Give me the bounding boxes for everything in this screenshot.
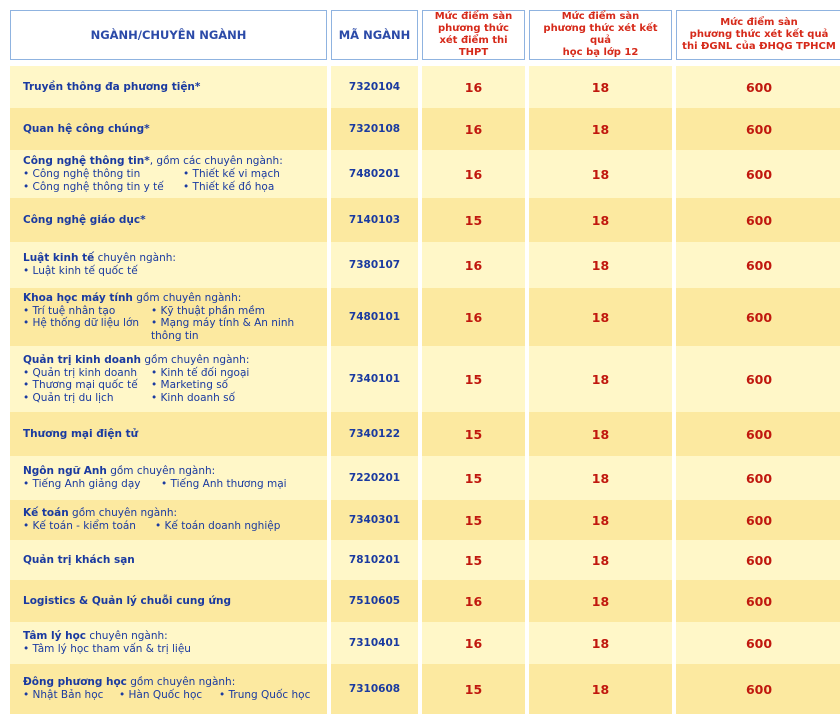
specialization-item: • Hàn Quốc học xyxy=(119,689,203,702)
hocba-score: 18 xyxy=(529,456,672,500)
major-title xyxy=(23,214,146,227)
major-code: 7140103 xyxy=(331,198,418,242)
major-name: Quan hệ công chúng* xyxy=(23,122,150,135)
major-code: 7480201 xyxy=(331,150,418,198)
major-title xyxy=(23,252,176,265)
specialization-item: • Quản trị du lịch xyxy=(23,391,114,404)
dgnl-score: 600 xyxy=(676,288,840,346)
table-row xyxy=(10,66,839,108)
thpt-score: 16 xyxy=(422,66,525,108)
hocba-score: 18 xyxy=(529,346,672,412)
header-hocba: Mức điểm sàn phương thức xét kết quả học bạ lớp 12 xyxy=(529,10,672,60)
major-cell xyxy=(10,456,327,500)
major-code: 7810201 xyxy=(331,540,418,580)
major-code: 7480101 xyxy=(331,288,418,346)
major-name: Luật kinh tế xyxy=(23,252,95,265)
table-row xyxy=(10,456,839,500)
specialization-list xyxy=(23,367,301,405)
specialization-item: • Tiếng Anh thương mại xyxy=(161,478,287,491)
thpt-score: 15 xyxy=(422,540,525,580)
thpt-score: 16 xyxy=(422,108,525,150)
hocba-score: 18 xyxy=(529,412,672,456)
table-body xyxy=(10,66,839,714)
hocba-score: 18 xyxy=(529,108,672,150)
major-code: 7220201 xyxy=(331,456,418,500)
dgnl-score: 600 xyxy=(676,198,840,242)
major-code: 7320108 xyxy=(331,108,418,150)
major-code: 7340301 xyxy=(331,500,418,540)
specialization-item: • Kế toán - kiểm toán xyxy=(23,520,136,533)
major-code: 7340101 xyxy=(331,346,418,412)
major-title-suffix: chuyên ngành: xyxy=(86,630,168,643)
major-title xyxy=(23,81,200,94)
dgnl-score: 600 xyxy=(676,66,840,108)
thpt-score: 15 xyxy=(422,346,525,412)
dgnl-score: 600 xyxy=(676,412,840,456)
major-title-suffix: chuyên ngành: xyxy=(94,252,176,265)
thpt-score: 15 xyxy=(422,412,525,456)
major-cell xyxy=(10,150,327,198)
specialization-list xyxy=(23,478,311,491)
hocba-score: 18 xyxy=(529,540,672,580)
header-dgnl: Mức điểm sàn phương thức xét kết quả thi ĐGNL của ĐHQG TPHCM xyxy=(676,10,840,60)
major-title-suffix: , gồm các chuyên ngành: xyxy=(149,155,283,167)
major-title xyxy=(23,428,138,441)
major-name: Quản trị khách sạn xyxy=(23,553,135,566)
hocba-score: 18 xyxy=(529,664,672,714)
thpt-score: 15 xyxy=(422,456,525,500)
dgnl-score: 600 xyxy=(676,242,840,288)
table-row xyxy=(10,500,839,540)
hocba-score: 18 xyxy=(529,622,672,664)
specialization-item: • Trung Quốc học xyxy=(219,689,311,702)
major-title-suffix: gồm chuyên ngành: xyxy=(68,507,178,520)
thpt-score: 16 xyxy=(422,622,525,664)
major-cell xyxy=(10,664,327,714)
hocba-score: 18 xyxy=(529,580,672,622)
dgnl-score: 600 xyxy=(676,108,840,150)
specialization-list xyxy=(23,643,273,656)
specialization-item: • Kế toán doanh nghiệp xyxy=(155,520,281,533)
major-title-suffix: gồm chuyên ngành: xyxy=(106,465,216,478)
dgnl-score: 600 xyxy=(676,540,840,580)
header-code: MÃ NGÀNH xyxy=(331,10,418,60)
dgnl-score: 600 xyxy=(676,456,840,500)
major-title-suffix: gồm chuyên ngành: xyxy=(132,291,242,304)
major-code: 7380107 xyxy=(331,242,418,288)
thpt-score: 16 xyxy=(422,288,525,346)
thpt-score: 16 xyxy=(422,242,525,288)
thpt-score: 15 xyxy=(422,198,525,242)
table-row xyxy=(10,412,839,456)
specialization-item: • Marketing số xyxy=(151,379,229,392)
table-header xyxy=(10,10,840,60)
table-row xyxy=(10,242,839,288)
header-thpt: Mức điểm sàn phương thức xét điểm thi THPT xyxy=(422,10,525,60)
major-title-suffix: gồm chuyên ngành: xyxy=(141,353,250,366)
major-name: Công nghệ giáo dục* xyxy=(23,213,146,226)
major-code: 7340122 xyxy=(331,412,418,456)
specialization-item: • Luật kinh tế quốc tế xyxy=(23,265,138,278)
thpt-score: 15 xyxy=(422,664,525,714)
major-title xyxy=(23,507,177,520)
major-cell xyxy=(10,198,327,242)
thpt-score: 15 xyxy=(422,500,525,540)
thpt-score: 16 xyxy=(422,150,525,198)
specialization-item: • Trí tuệ nhân tạo xyxy=(23,304,116,317)
major-cell xyxy=(10,412,327,456)
major-title-suffix: gồm chuyên ngành: xyxy=(126,676,236,689)
table-row xyxy=(10,664,839,714)
specialization-item: • Công nghệ thông tin y tế xyxy=(23,180,164,193)
major-cell xyxy=(10,622,327,664)
dgnl-score: 600 xyxy=(676,346,840,412)
table-row xyxy=(10,150,839,198)
hocba-score: 18 xyxy=(529,500,672,540)
major-cell xyxy=(10,288,327,346)
table-row xyxy=(10,346,839,412)
specialization-item: • Tâm lý học tham vấn & trị liệu xyxy=(23,643,191,656)
table-row xyxy=(10,580,839,622)
dgnl-score: 600 xyxy=(676,622,840,664)
major-title xyxy=(23,465,215,478)
major-name: Logistics & Quản lý chuỗi cung ứng xyxy=(23,594,232,607)
specialization-list xyxy=(23,520,305,533)
major-cell xyxy=(10,346,327,412)
major-title xyxy=(23,630,168,643)
major-title xyxy=(23,155,283,168)
table-row xyxy=(10,108,839,150)
major-title xyxy=(23,354,249,367)
dgnl-score: 600 xyxy=(676,150,840,198)
major-cell xyxy=(10,66,327,108)
specialization-list xyxy=(23,168,333,193)
major-title xyxy=(23,595,231,608)
dgnl-score: 600 xyxy=(676,664,840,714)
specialization-item: • Thiết kế vi mạch xyxy=(183,168,280,180)
major-name: Ngôn ngữ Anh xyxy=(23,465,107,478)
specialization-item: • Hệ thống dữ liệu lớn xyxy=(23,317,140,330)
major-name: Đông phương học xyxy=(23,676,127,689)
major-title xyxy=(23,554,135,567)
dgnl-score: 600 xyxy=(676,500,840,540)
specialization-item: • Kỹ thuật phần mềm xyxy=(151,304,265,317)
table-row xyxy=(10,288,839,346)
specialization-item: • Tiếng Anh giảng dạy xyxy=(23,478,141,491)
specialization-list xyxy=(23,305,321,343)
major-name: Công nghệ thông tin* xyxy=(23,155,150,167)
hocba-score: 18 xyxy=(529,66,672,108)
specialization-item: • Thiết kế đồ họa xyxy=(183,180,275,193)
specialization-list xyxy=(23,689,319,702)
table-row xyxy=(10,198,839,242)
specialization-item: • Kinh tế đối ngoại xyxy=(151,366,250,379)
table-row xyxy=(10,540,839,580)
major-code: 7510605 xyxy=(331,580,418,622)
major-title xyxy=(23,292,241,305)
major-title xyxy=(23,676,235,689)
hocba-score: 18 xyxy=(529,288,672,346)
major-cell xyxy=(10,500,327,540)
major-code: 7310401 xyxy=(331,622,418,664)
specialization-item: • Kinh doanh số xyxy=(151,391,236,404)
specialization-item: • Thương mại quốc tế xyxy=(23,379,138,392)
major-name: Thương mại điện tử xyxy=(23,427,139,440)
dgnl-score: 600 xyxy=(676,580,840,622)
hocba-score: 18 xyxy=(529,150,672,198)
major-name: Quản trị kinh doanh xyxy=(23,353,142,366)
thpt-score: 16 xyxy=(422,580,525,622)
major-name: Kế toán xyxy=(23,507,69,520)
specialization-list xyxy=(23,265,273,278)
specialization-item: • Công nghệ thông tin xyxy=(23,168,141,180)
specialization-item: • Quản trị kinh doanh xyxy=(23,366,138,379)
major-name: Truyền thông đa phương tiện* xyxy=(23,80,201,93)
major-name: Khoa học máy tính xyxy=(23,291,133,304)
specialization-item: • Nhật Bản học xyxy=(23,689,104,702)
major-cell xyxy=(10,540,327,580)
major-code: 7320104 xyxy=(331,66,418,108)
table-row xyxy=(10,622,839,664)
major-cell xyxy=(10,108,327,150)
major-code: 7310608 xyxy=(331,664,418,714)
major-cell xyxy=(10,580,327,622)
major-name: Tâm lý học xyxy=(23,630,87,643)
major-title xyxy=(23,123,150,136)
header-major: NGÀNH/CHUYÊN NGÀNH xyxy=(10,10,327,60)
major-cell xyxy=(10,242,327,288)
hocba-score: 18 xyxy=(529,242,672,288)
specialization-item: • Mạng máy tính & An ninh thông tin xyxy=(151,317,295,342)
hocba-score: 18 xyxy=(529,198,672,242)
